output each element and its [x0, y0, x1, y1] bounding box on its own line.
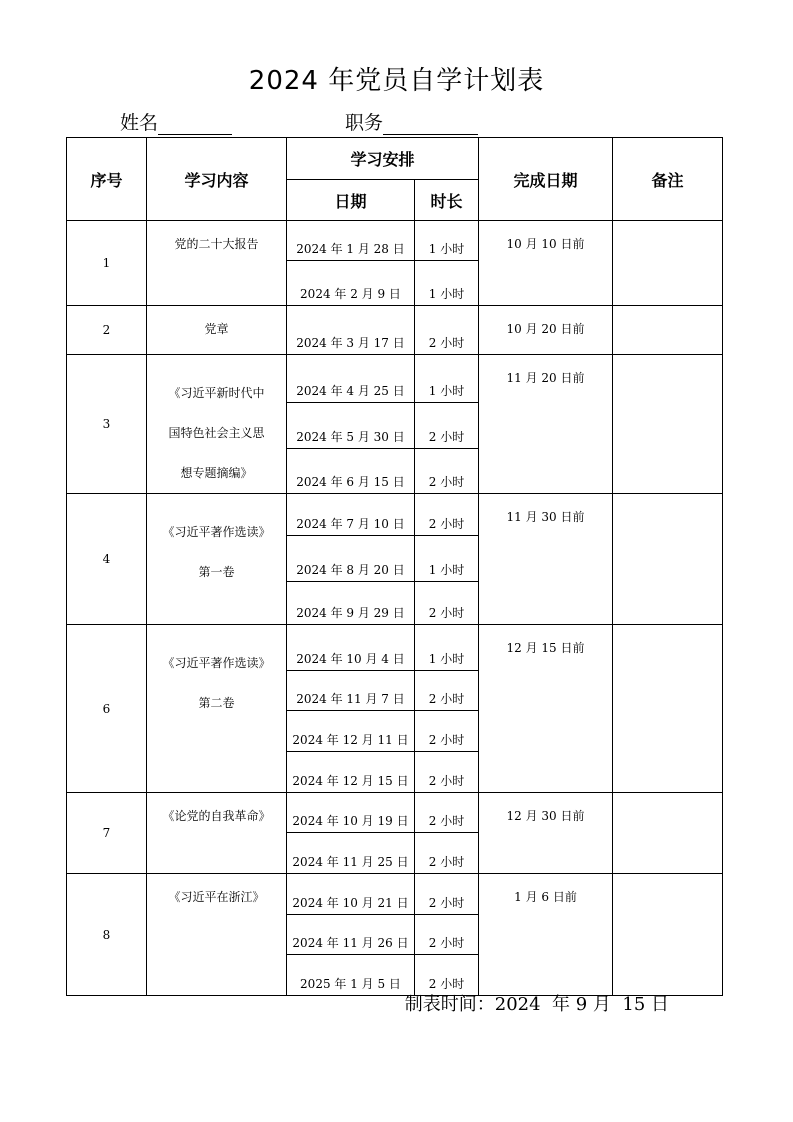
complete-date-text: 12 月 15 日前: [506, 641, 585, 655]
name-label: 姓名: [120, 112, 159, 134]
study-content: [147, 221, 287, 306]
session-duration: 1 小时: [415, 625, 479, 671]
remark-cell[interactable]: [613, 221, 723, 306]
remark-cell[interactable]: [613, 625, 723, 793]
study-content-line: 《论党的自我革命》: [162, 809, 271, 823]
session-date: 2024 年 5 月 30 日: [287, 403, 415, 449]
session-duration: 1 小时: [415, 221, 479, 261]
complete-date: [479, 874, 613, 996]
session-duration: 1 小时: [415, 355, 479, 403]
session-duration: 2 小时: [415, 671, 479, 711]
name-blank[interactable]: [158, 112, 232, 135]
header-remark: 备注: [613, 138, 723, 221]
header-complete-date: 完成日期: [479, 138, 613, 221]
session-duration: 2 小时: [415, 793, 479, 833]
complete-date: [479, 306, 613, 355]
session-date: 2024 年 3 月 17 日: [287, 306, 415, 355]
complete-date: [479, 793, 613, 874]
table-row: [67, 494, 723, 536]
row-number: 4: [67, 494, 147, 625]
row-number: 6: [67, 625, 147, 793]
session-date: 2024 年 11 月 26 日: [287, 915, 415, 955]
row-number: 2: [67, 306, 147, 355]
study-content-line: 党章: [204, 322, 229, 336]
row-number: 3: [67, 355, 147, 494]
complete-date-text: 10 月 20 日前: [506, 322, 585, 336]
session-date: 2024 年 4 月 25 日: [287, 355, 415, 403]
session-date: 2024 年 10 月 4 日: [287, 625, 415, 671]
session-duration: 2 小时: [415, 955, 479, 996]
session-date: 2024 年 2 月 9 日: [287, 261, 415, 306]
complete-date-text: 1 月 6 日前: [514, 890, 577, 904]
header-duration: 时长: [415, 180, 479, 221]
study-content-line: 《习近平著作选读》: [162, 656, 271, 670]
complete-date: [479, 355, 613, 494]
name-field[interactable]: [120, 108, 232, 135]
session-date: 2024 年 7 月 10 日: [287, 494, 415, 536]
session-date: 2024 年 10 月 21 日: [287, 874, 415, 915]
study-content: [147, 306, 287, 355]
remark-cell[interactable]: [613, 355, 723, 494]
complete-date-text: 11 月 30 日前: [506, 510, 585, 524]
complete-date: [479, 625, 613, 793]
session-date: 2024 年 12 月 15 日: [287, 752, 415, 793]
session-date: 2024 年 9 月 29 日: [287, 582, 415, 625]
session-duration: 1 小时: [415, 536, 479, 582]
study-content: [147, 793, 287, 874]
session-date: 2024 年 10 月 19 日: [287, 793, 415, 833]
table-row: [67, 625, 723, 671]
position-blank[interactable]: [383, 112, 478, 135]
header-no: 序号: [67, 138, 147, 221]
study-content-line: 《习近平新时代中: [168, 386, 265, 400]
table-row: [67, 793, 723, 833]
complete-date: [479, 221, 613, 306]
session-duration: 2 小时: [415, 582, 479, 625]
table-row: [67, 874, 723, 915]
study-content-line: 国特色社会主义思: [168, 426, 265, 440]
study-content-line: 第二卷: [198, 696, 235, 710]
remark-cell[interactable]: [613, 306, 723, 355]
study-content-line: 想专题摘编》: [180, 466, 253, 480]
row-number: 8: [67, 874, 147, 996]
complete-date-text: 12 月 30 日前: [506, 809, 585, 823]
study-content-line: 党的二十大报告: [174, 237, 259, 251]
study-content-line: 《习近平在浙江》: [168, 890, 265, 904]
table-date: 制表时间：2024 年 9 月 15 日: [404, 994, 669, 1015]
session-duration: 2 小时: [415, 915, 479, 955]
session-duration: 2 小时: [415, 833, 479, 874]
study-content: [147, 355, 287, 494]
table-row: [67, 355, 723, 403]
header-date: 日期: [287, 180, 415, 221]
session-date: 2025 年 1 月 5 日: [287, 955, 415, 996]
session-date: 2024 年 11 月 25 日: [287, 833, 415, 874]
header-schedule: 学习安排: [287, 138, 479, 180]
session-date: 2024 年 8 月 20 日: [287, 536, 415, 582]
session-date: 2024 年 1 月 28 日: [287, 221, 415, 261]
study-content: [147, 494, 287, 625]
session-date: 2024 年 11 月 7 日: [287, 671, 415, 711]
session-duration: 2 小时: [415, 449, 479, 494]
remark-cell[interactable]: [613, 793, 723, 874]
page-title: 2024 年党员自学计划表: [248, 66, 545, 96]
row-number: 7: [67, 793, 147, 874]
session-duration: 2 小时: [415, 752, 479, 793]
session-duration: 2 小时: [415, 494, 479, 536]
study-content: [147, 874, 287, 996]
complete-date-text: 11 月 20 日前: [506, 371, 585, 385]
remark-cell[interactable]: [613, 874, 723, 996]
session-duration: 2 小时: [415, 403, 479, 449]
row-number: 1: [67, 221, 147, 306]
complete-date: [479, 494, 613, 625]
study-content: [147, 625, 287, 793]
table-row: [67, 221, 723, 261]
table-row: [67, 306, 723, 355]
session-date: 2024 年 6 月 15 日: [287, 449, 415, 494]
session-duration: 2 小时: [415, 874, 479, 915]
session-duration: 2 小时: [415, 306, 479, 355]
study-content-line: 第一卷: [198, 565, 235, 579]
study-content-line: 《习近平著作选读》: [162, 525, 271, 539]
session-duration: 2 小时: [415, 711, 479, 752]
session-date: 2024 年 12 月 11 日: [287, 711, 415, 752]
position-label: 职务: [345, 112, 384, 134]
position-field[interactable]: [345, 108, 478, 135]
session-duration: 1 小时: [415, 261, 479, 306]
remark-cell[interactable]: [613, 494, 723, 625]
study-plan-table: [66, 137, 723, 996]
header-content: 学习内容: [147, 138, 287, 221]
complete-date-text: 10 月 10 日前: [506, 237, 585, 251]
